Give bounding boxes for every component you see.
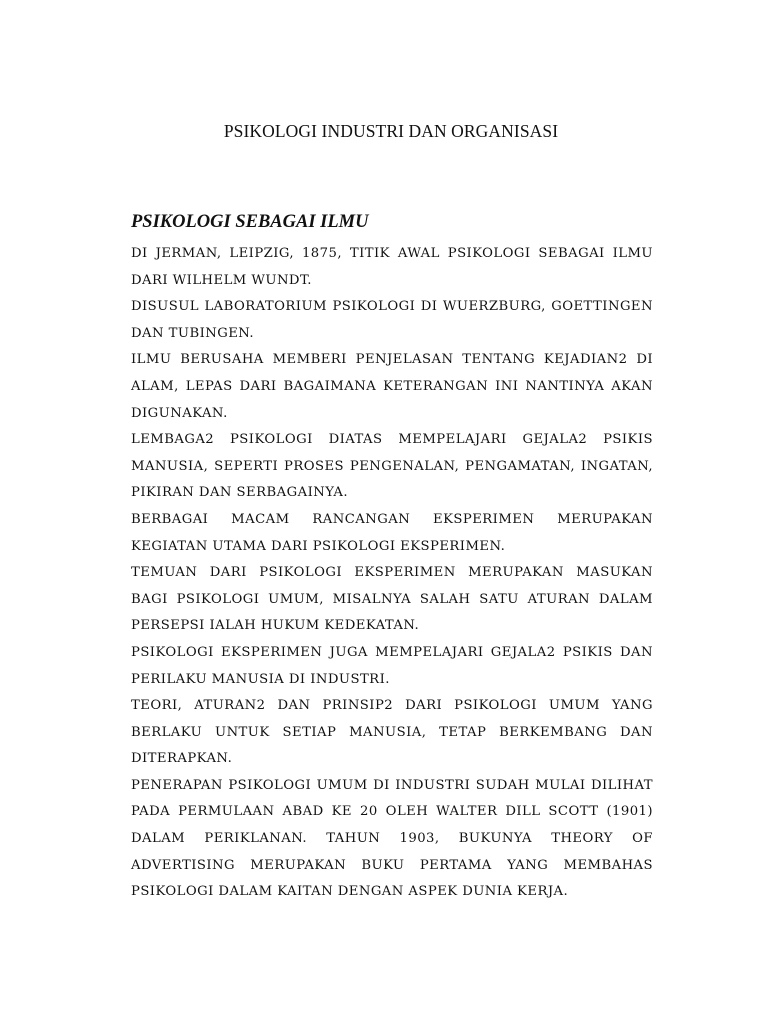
- paragraph: TEMUAN DARI PSIKOLOGI EKSPERIMEN MERUPAKAN MASUKAN BAGI PSIKOLOGI UMUM, MISALNYA SALAH SATU ATURAN DALAM PERSEPSI IALAH HUKUM KEDEKATAN.: [131, 565, 653, 634]
- paragraph: ILMU BERUSAHA MEMBERI PENJELASAN TENTANG KEJADIAN2 DI ALAM, LEPAS DARI BAGAIMANA KETERANGAN INI NANTINYA AKAN DIGUNAKAN.: [131, 352, 653, 421]
- body-text: [131, 241, 653, 906]
- section-heading: PSIKOLOGI SEBAGAI ILMU: [131, 212, 369, 232]
- document-title: PSIKOLOGI INDUSTRI DAN ORGANISASI: [223, 121, 559, 141]
- paragraph: PSIKOLOGI EKSPERIMEN JUGA MEMPELAJARI GEJALA2 PSIKIS DAN PERILAKU MANUSIA DI INDUSTRI.: [131, 644, 653, 687]
- paragraph: DI JERMAN, LEIPZIG, 1875, TITIK AWAL PSIKOLOGI SEBAGAI ILMU DARI WILHELM WUNDT.: [131, 246, 653, 288]
- paragraph: TEORI, ATURAN2 DAN PRINSIP2 DARI PSIKOLOGI UMUM YANG BERLAKU UNTUK SETIAP MANUSIA, TETAP BERKEMBANG DAN DITERAPKAN.: [131, 698, 653, 767]
- paragraph: LEMBAGA2 PSIKOLOGI DIATAS MEMPELAJARI GEJALA2 PSIKIS MANUSIA, SEPERTI PROSES PENGENALAN, PENGAMATAN, INGATAN, PIKIRAN DAN SERBAGAINYA.: [131, 432, 653, 501]
- paragraph: BERBAGAI MACAM RANCANGAN EKSPERIMEN MERUPAKAN KEGIATAN UTAMA DARI PSIKOLOGI EKSPERIMEN.: [131, 511, 653, 554]
- paragraph: DISUSUL LABORATORIUM PSIKOLOGI DI WUERZBURG, GOETTINGEN DAN TUBINGEN.: [131, 299, 653, 341]
- paragraph: PENERAPAN PSIKOLOGI UMUM DI INDUSTRI SUDAH MULAI DILIHAT PADA PERMULAAN ABAD KE 20 OLEH WALTER DILL SCOTT (1901) DALAM PERIKLANAN. TAHUN 1903, BUKUNYA THEORY OF ADVERTISING MERUPAKAN BUKU PERTAMA YANG MEMBAHAS PSIKOLOGI DALAM KAITAN DENGAN ASPEK DUNIA KERJA.: [131, 777, 653, 900]
